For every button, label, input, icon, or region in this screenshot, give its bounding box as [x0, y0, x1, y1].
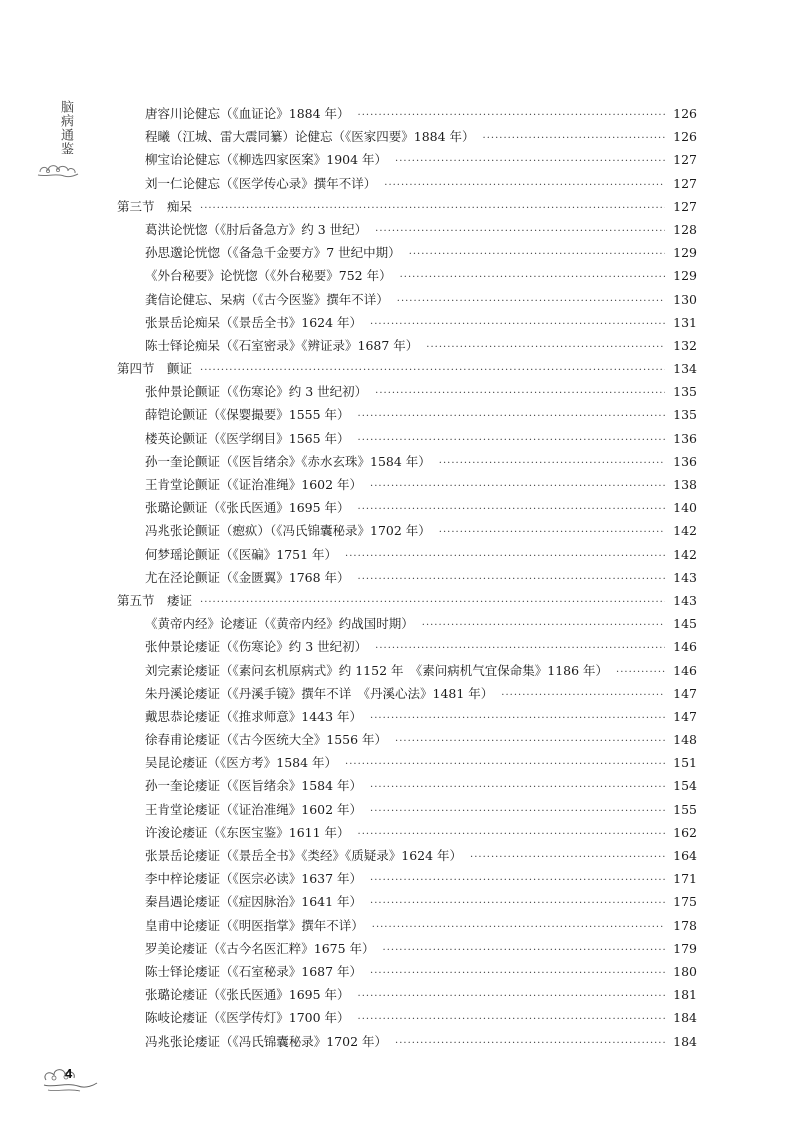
toc-page-number: 134	[673, 361, 697, 377]
toc-label: 陈岐论痿证（《医学传灯》1700 年）	[145, 1010, 350, 1026]
dot-leader	[400, 271, 665, 285]
toc-entry-row	[117, 985, 697, 1008]
toc-page-number: 162	[673, 824, 697, 840]
dot-leader	[358, 828, 665, 842]
toc-entry-row	[117, 962, 697, 985]
toc-label: 龚信论健忘、呆病（《古今医鉴》撰年不详）	[145, 291, 389, 307]
cloud-ornament-icon	[36, 158, 80, 180]
toc-entry-row	[117, 776, 697, 799]
dot-leader	[384, 179, 665, 193]
toc-label: 戴思恭论痿证（《推求师意》1443 年）	[145, 708, 363, 724]
toc-page-number: 145	[673, 616, 697, 632]
toc-entry-row	[117, 1008, 697, 1031]
toc-page-number: 135	[673, 384, 697, 400]
toc-label: 葛洪论恍惚（《肘后备急方》约 3 世纪）	[145, 221, 368, 237]
toc-label: 刘一仁论健忘（《医学传心录》撰年不详）	[145, 175, 377, 191]
dot-leader	[370, 805, 665, 819]
dot-leader	[358, 573, 665, 587]
dot-leader	[370, 712, 665, 726]
toc-label: 皇甫中论痿证（《明医指掌》撰年不详）	[145, 917, 364, 933]
toc-page-number: 155	[673, 801, 697, 817]
dot-leader	[616, 666, 665, 680]
dot-leader	[395, 1037, 665, 1051]
dot-leader	[345, 550, 665, 564]
toc-page-number: 184	[673, 1033, 697, 1049]
toc-entry-row	[117, 266, 697, 289]
toc-entry-row	[117, 684, 697, 707]
toc-label: 王肯堂论颤证（《证治准绳》1602 年）	[145, 477, 363, 492]
toc-page-number: 142	[673, 546, 697, 562]
toc-label: 罗美论痿证（《古今名医汇粹》1675 年）	[145, 940, 375, 956]
toc-page-number: 148	[673, 732, 697, 748]
toc-page-number: 146	[673, 662, 697, 678]
table-of-contents	[117, 104, 697, 1055]
toc-page-number: 129	[673, 245, 697, 261]
toc-label: 楼英论颤证（《医学纲目》1565 年）	[145, 430, 350, 446]
toc-page-number: 181	[673, 987, 697, 1003]
dot-leader	[397, 295, 665, 309]
toc-label: 第三节 痴呆	[117, 198, 193, 214]
toc-entry-row	[117, 313, 697, 336]
toc-page-number: 154	[673, 778, 697, 794]
dot-leader	[358, 1013, 665, 1027]
toc-label: 冯兆张论颤证（瘛疭）（《冯氏锦囊秘录》1702 年）	[145, 523, 431, 539]
toc-label: 何梦瑶论颤证（《医碥》1751 年）	[145, 546, 338, 562]
toc-label: 吴昆论痿证（《医方考》1584 年）	[145, 755, 338, 771]
toc-label: 陈士铎论痴呆（《石室密录》《辨证录》1687 年）	[145, 337, 419, 353]
toc-entry-row	[117, 637, 697, 660]
toc-label: 程曦（江城、雷大震同纂）论健忘（《医家四要》1884 年）	[145, 129, 475, 145]
toc-label: 孙一奎论痿证（《医旨绪余》1584 年）	[145, 778, 363, 794]
dot-leader	[501, 689, 665, 703]
toc-page-number: 180	[673, 963, 697, 979]
toc-label: 徐春甫论痿证（《古今医统大全》1556 年）	[145, 732, 388, 748]
toc-label: 张仲景论痿证（《伤寒论》约 3 世纪初）	[145, 639, 368, 655]
toc-page-number: 164	[673, 848, 697, 863]
toc-page-number: 151	[673, 755, 697, 771]
toc-entry-row	[117, 220, 697, 243]
toc-label: 张璐论颤证（《张氏医通》1695 年）	[145, 500, 350, 516]
toc-label: 尤在泾论颤证（《金匮翼》1768 年）	[145, 569, 350, 585]
toc-label: 《外台秘要》论恍惚（《外台秘要》752 年）	[145, 268, 392, 284]
toc-label: 张仲景论颤证（《伤寒论》约 3 世纪初）	[145, 384, 368, 400]
toc-label: 唐容川论健忘（《血证论》1884 年）	[145, 106, 350, 121]
dot-leader	[470, 851, 665, 865]
toc-label: 张景岳论痿证（《景岳全书》《类经》《质疑录》1624 年）	[145, 848, 463, 863]
toc-entry-row	[117, 127, 697, 150]
dot-leader	[358, 109, 665, 123]
toc-label: 第四节 颤证	[117, 361, 193, 377]
toc-label: 张景岳论痴呆（《景岳全书》1624 年）	[145, 314, 363, 330]
toc-entry-row	[117, 150, 697, 173]
toc-entry-row	[117, 568, 697, 591]
dot-leader	[200, 202, 665, 216]
toc-page-number: 140	[673, 500, 697, 516]
toc-label: 孙一奎论颤证（《医旨绪余》《赤水玄珠》1584 年）	[145, 453, 431, 469]
dot-leader	[375, 225, 665, 239]
dot-leader	[345, 758, 665, 772]
toc-label: 第五节 痿证	[117, 592, 193, 608]
running-title: 脑病通鉴	[58, 100, 73, 156]
toc-entry-row	[117, 452, 697, 475]
toc-page-number: 147	[673, 685, 697, 701]
toc-entry-row	[117, 939, 697, 962]
toc-label: 朱丹溪论痿证（《丹溪手镜》撰年不详 《丹溪心法》1481 年）	[145, 685, 494, 701]
toc-page-number: 143	[673, 592, 697, 608]
dot-leader	[358, 503, 665, 517]
toc-entry-row	[117, 707, 697, 730]
toc-page-number: 147	[673, 708, 697, 724]
toc-page-number: 131	[673, 314, 697, 330]
dot-leader	[358, 990, 665, 1004]
dot-leader	[372, 921, 665, 935]
toc-page-number: 132	[673, 337, 697, 353]
toc-page-number: 136	[673, 430, 697, 446]
dot-leader	[426, 341, 665, 355]
dot-leader	[370, 781, 665, 795]
toc-section-row	[117, 591, 697, 614]
toc-label: 冯兆张论痿证（《冯氏锦囊秘录》1702 年）	[145, 1033, 388, 1049]
toc-entry-row	[117, 521, 697, 544]
toc-page-number: 146	[673, 639, 697, 655]
dot-leader	[370, 967, 665, 981]
toc-entry-row	[117, 846, 697, 869]
toc-page-number: 179	[673, 940, 697, 956]
toc-entry-row	[117, 545, 697, 568]
toc-page-number: 175	[673, 894, 697, 910]
dot-leader	[409, 248, 665, 262]
dot-leader	[483, 132, 665, 146]
toc-entry-row	[117, 1032, 697, 1055]
toc-page-number: 171	[673, 871, 697, 887]
toc-label: 薛铠论颤证（《保婴撮要》1555 年）	[145, 407, 350, 423]
page-number: 4	[65, 1066, 73, 1081]
toc-page-number: 135	[673, 407, 697, 423]
toc-page-number: 129	[673, 268, 697, 284]
toc-page-number: 127	[673, 175, 697, 191]
toc-page-number: 128	[673, 221, 697, 237]
toc-page-number: 130	[673, 291, 697, 307]
dot-leader	[395, 735, 665, 749]
dot-leader	[422, 619, 665, 633]
dot-leader	[200, 596, 665, 610]
dot-leader	[370, 874, 665, 888]
toc-label: 张璐论痿证（《张氏医通》1695 年）	[145, 987, 350, 1003]
dot-leader	[358, 410, 665, 424]
toc-label: 陈士铎论痿证（《石室秘录》1687 年）	[145, 963, 363, 979]
toc-entry-row	[117, 916, 697, 939]
toc-label: 柳宝诒论健忘（《柳选四家医案》1904 年）	[145, 152, 388, 168]
toc-page-number: 178	[673, 917, 697, 933]
dot-leader	[375, 642, 665, 656]
dot-leader	[370, 480, 665, 494]
toc-entry-row	[117, 174, 697, 197]
dot-leader	[358, 434, 665, 448]
toc-label: 李中梓论痿证（《医宗必读》1637 年）	[145, 871, 363, 887]
toc-entry-row	[117, 475, 697, 498]
toc-entry-row	[117, 661, 697, 684]
toc-entry-row	[117, 382, 697, 405]
toc-entry-row	[117, 730, 697, 753]
toc-page-number: 143	[673, 569, 697, 585]
dot-leader	[395, 155, 665, 169]
toc-label: 秦昌遇论痿证（《症因脉治》1641 年）	[145, 894, 363, 910]
toc-label: 许浚论痿证（《东医宝鉴》1611 年）	[145, 824, 350, 840]
toc-page-number: 136	[673, 453, 697, 469]
toc-page-number: 126	[673, 106, 697, 121]
dot-leader	[370, 897, 665, 911]
toc-entry-row	[117, 869, 697, 892]
toc-entry-row	[117, 405, 697, 428]
toc-entry-row	[117, 243, 697, 266]
toc-entry-row	[117, 498, 697, 521]
toc-entry-row	[117, 429, 697, 452]
dot-leader	[439, 526, 665, 540]
toc-label: 孙思邈论恍惚（《备急千金要方》7 世纪中期）	[145, 245, 401, 261]
toc-label: 王肯堂论痿证（《证治准绳》1602 年）	[145, 801, 363, 817]
toc-page-number: 126	[673, 129, 697, 145]
toc-entry-row	[117, 104, 697, 127]
toc-section-row	[117, 359, 697, 382]
toc-entry-row	[117, 336, 697, 359]
dot-leader	[439, 457, 665, 471]
toc-entry-row	[117, 753, 697, 776]
toc-entry-row	[117, 614, 697, 637]
dot-leader	[200, 364, 665, 378]
toc-page-number: 138	[673, 477, 697, 492]
toc-label: 刘完素论痿证（《素问玄机原病式》约 1152 年 《素问病机气宜保命集》1186 年）	[145, 662, 609, 678]
dot-leader	[370, 318, 665, 332]
toc-section-row	[117, 197, 697, 220]
toc-entry-row	[117, 800, 697, 823]
toc-entry-row	[117, 823, 697, 846]
toc-page-number: 127	[673, 198, 697, 214]
dot-leader	[383, 944, 665, 958]
toc-page-number: 127	[673, 152, 697, 168]
toc-entry-row	[117, 892, 697, 915]
toc-label: 《黄帝内经》论痿证（《黄帝内经》约战国时期）	[145, 616, 414, 632]
toc-entry-row	[117, 290, 697, 313]
toc-page-number: 142	[673, 523, 697, 539]
toc-page-number: 184	[673, 1010, 697, 1026]
dot-leader	[375, 387, 665, 401]
